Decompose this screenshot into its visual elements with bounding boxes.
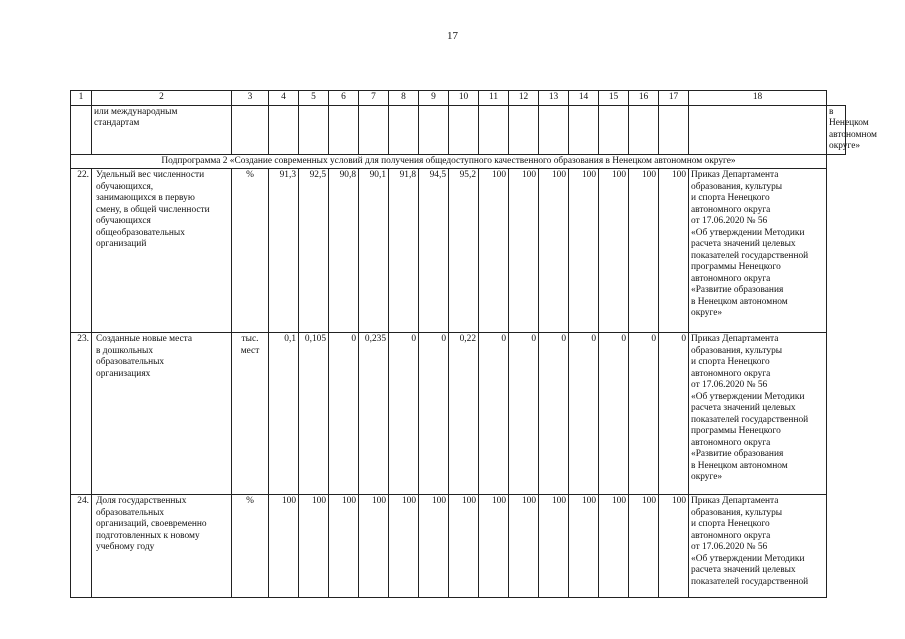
- empty-cell: [479, 106, 509, 155]
- value-cell: 100: [539, 169, 569, 333]
- empty-cell: [419, 106, 449, 155]
- text-line: образования, культуры: [691, 345, 783, 356]
- text-line: округе»: [691, 471, 723, 482]
- text-line: Приказ Департамента: [691, 170, 779, 181]
- empty-cell: [329, 106, 359, 155]
- value-cell: 100: [599, 495, 629, 598]
- value-cell: 100: [419, 495, 449, 598]
- header-cell: 17: [659, 91, 689, 106]
- text-line: от 17.06.2020 № 56: [691, 216, 768, 227]
- unit-cell: %: [232, 169, 269, 333]
- unit-cell: %: [232, 495, 269, 598]
- header-cell: 9: [419, 91, 449, 106]
- empty-cell: [629, 106, 659, 155]
- value-cell: 0: [629, 333, 659, 495]
- source-cell: [689, 333, 827, 495]
- value-cell: 100: [509, 169, 539, 333]
- continuation-row: [71, 106, 846, 155]
- text-line: образования, культуры: [691, 507, 783, 518]
- text-line: округе»: [691, 307, 723, 318]
- header-cell: 11: [479, 91, 509, 106]
- text-line: и спорта Ненецкого: [691, 519, 770, 530]
- text-line: автономного округа: [691, 368, 771, 379]
- indicator-name-cell: [92, 169, 232, 333]
- row-number: 24.: [71, 495, 92, 598]
- empty-cell: [449, 106, 479, 155]
- value-cell: 100: [389, 495, 419, 598]
- value-cell: 100: [299, 495, 329, 598]
- text-line: округе»: [829, 141, 861, 152]
- value-cell: 94,5: [419, 169, 449, 333]
- empty-cell: [269, 106, 299, 155]
- value-cell: 0: [329, 333, 359, 495]
- header-cell: 3: [232, 91, 269, 106]
- table-row: [71, 169, 846, 333]
- text-line: «Об утверждении Методики: [691, 553, 805, 564]
- text-line: автономного округа: [691, 437, 771, 448]
- table-row: [71, 495, 846, 598]
- value-cell: 100: [599, 169, 629, 333]
- empty-cell: [569, 106, 599, 155]
- row-number: 23.: [71, 333, 92, 495]
- value-cell: 0,105: [299, 333, 329, 495]
- value-cell: 0: [569, 333, 599, 495]
- value-cell: 100: [569, 169, 599, 333]
- text-line: в Ненецком автономном: [691, 296, 788, 307]
- header-cell: 10: [449, 91, 479, 106]
- value-cell: 100: [569, 495, 599, 598]
- value-cell: 100: [479, 169, 509, 333]
- value-cell: 0,1: [269, 333, 299, 495]
- text-line: организациях: [96, 368, 151, 379]
- value-cell: 91,8: [389, 169, 419, 333]
- text-line: обучающихся: [96, 216, 151, 227]
- source-cell: [689, 495, 827, 598]
- text-line: организаций: [96, 239, 147, 250]
- text-line: учебному году: [96, 542, 155, 553]
- empty-cell: [359, 106, 389, 155]
- value-cell: 100: [269, 495, 299, 598]
- no-cell: [71, 106, 92, 155]
- value-cell: 100: [659, 169, 689, 333]
- header-cell: 16: [629, 91, 659, 106]
- text-line: расчета значений целевых: [691, 403, 796, 414]
- header-row: [71, 91, 846, 106]
- value-cell: 100: [479, 495, 509, 598]
- header-cell: 15: [599, 91, 629, 106]
- empty-cell: [539, 106, 569, 155]
- empty-cell: [509, 106, 539, 155]
- text-line: организаций, своевременно: [96, 519, 207, 530]
- value-cell: 92,5: [299, 169, 329, 333]
- value-cell: 100: [539, 495, 569, 598]
- text-line: Доля государственных: [96, 496, 187, 507]
- header-cell: 13: [539, 91, 569, 106]
- value-cell: 100: [329, 495, 359, 598]
- header-cell: 5: [299, 91, 329, 106]
- text-line: Приказ Департамента: [691, 334, 779, 345]
- value-cell: 100: [629, 169, 659, 333]
- text-line: показателей государственной: [691, 414, 809, 425]
- value-cell: 0: [479, 333, 509, 495]
- text-line: образовательных: [96, 357, 165, 368]
- text-line: от 17.06.2020 № 56: [691, 380, 768, 391]
- text-line: Удельный вес численности: [96, 170, 205, 181]
- empty-cell: [389, 106, 419, 155]
- text-line: образовательных: [96, 507, 165, 518]
- text-line: обучающихся,: [96, 181, 154, 192]
- text-line: образования, культуры: [691, 181, 783, 192]
- page-number: 17: [447, 30, 458, 42]
- value-cell: 0,22: [449, 333, 479, 495]
- value-cell: 100: [509, 495, 539, 598]
- header-cell: 8: [389, 91, 419, 106]
- value-cell: 0: [389, 333, 419, 495]
- text-line: «Развитие образования: [691, 285, 784, 296]
- source-cell: [827, 106, 877, 155]
- text-line: стандартам: [94, 118, 140, 129]
- text-line: автономного округа: [691, 204, 771, 215]
- header-cell: 12: [509, 91, 539, 106]
- text-line: «Развитие образования: [691, 449, 784, 460]
- text-line: в дошкольных: [96, 345, 154, 356]
- unit-cell: тыс. мест: [232, 333, 269, 495]
- text-line: и спорта Ненецкого: [691, 193, 770, 204]
- text-line: автономного округа: [691, 530, 771, 541]
- row-number: 22.: [71, 169, 92, 333]
- value-cell: 0: [659, 333, 689, 495]
- header-cell: 6: [329, 91, 359, 106]
- text-line: показателей государственной: [691, 576, 809, 587]
- text-line: «Об утверждении Методики: [691, 391, 805, 402]
- text-line: программы Ненецкого: [691, 262, 781, 273]
- value-cell: 0,235: [359, 333, 389, 495]
- header-cell: 18: [689, 91, 827, 106]
- header-cell: 14: [569, 91, 599, 106]
- text-line: расчета значений целевых: [691, 565, 796, 576]
- value-cell: 90,8: [329, 169, 359, 333]
- text-line: Приказ Департамента: [691, 496, 779, 507]
- text-line: программы Ненецкого: [691, 426, 781, 437]
- empty-cell: [599, 106, 629, 155]
- header-cell: 7: [359, 91, 389, 106]
- subprogram-row: [71, 154, 846, 168]
- header-cell: 4: [269, 91, 299, 106]
- text-line: расчета значений целевых: [691, 239, 796, 250]
- text-line: автономного округа: [691, 273, 771, 284]
- value-cell: 0: [419, 333, 449, 495]
- table-row: [71, 333, 846, 495]
- text-line: подготовленных к новому: [96, 530, 200, 541]
- indicator-name-cell: [92, 495, 232, 598]
- text-line: Созданные новые места: [96, 334, 193, 345]
- empty-cell: [299, 106, 329, 155]
- empty-cell: [232, 106, 269, 155]
- text-line: от 17.06.2020 № 56: [691, 542, 768, 553]
- value-cell: 91,3: [269, 169, 299, 333]
- text-line: занимающихся в первую: [96, 193, 195, 204]
- indicator-name-cell: [92, 106, 232, 155]
- value-cell: 100: [449, 495, 479, 598]
- value-cell: 90,1: [359, 169, 389, 333]
- text-line: в Ненецком автономном: [829, 107, 877, 140]
- text-line: показателей государственной: [691, 250, 809, 261]
- text-line: общеобразовательных: [96, 227, 185, 238]
- indicator-name-cell: [92, 333, 232, 495]
- source-cell: [689, 169, 827, 333]
- value-cell: 100: [359, 495, 389, 598]
- value-cell: 100: [629, 495, 659, 598]
- text-line: или международным: [94, 107, 178, 117]
- value-cell: 100: [659, 495, 689, 598]
- empty-cell: [689, 106, 827, 155]
- text-line: и спорта Ненецкого: [691, 357, 770, 368]
- value-cell: 0: [539, 333, 569, 495]
- text-line: в Ненецком автономном: [691, 460, 788, 471]
- header-cell: 1: [71, 91, 92, 106]
- text-line: смену, в общей численности: [96, 204, 210, 215]
- value-cell: 0: [599, 333, 629, 495]
- header-cell: 2: [92, 91, 232, 106]
- subprogram-title: Подпрограмма 2 «Создание современных условий для получения общедоступного качественного образования в Ненецком автономном округе»: [71, 154, 827, 168]
- empty-cell: [659, 106, 689, 155]
- indicators-table: [70, 90, 877, 598]
- value-cell: 0: [509, 333, 539, 495]
- text-line: «Об утверждении Методики: [691, 227, 805, 238]
- value-cell: 95,2: [449, 169, 479, 333]
